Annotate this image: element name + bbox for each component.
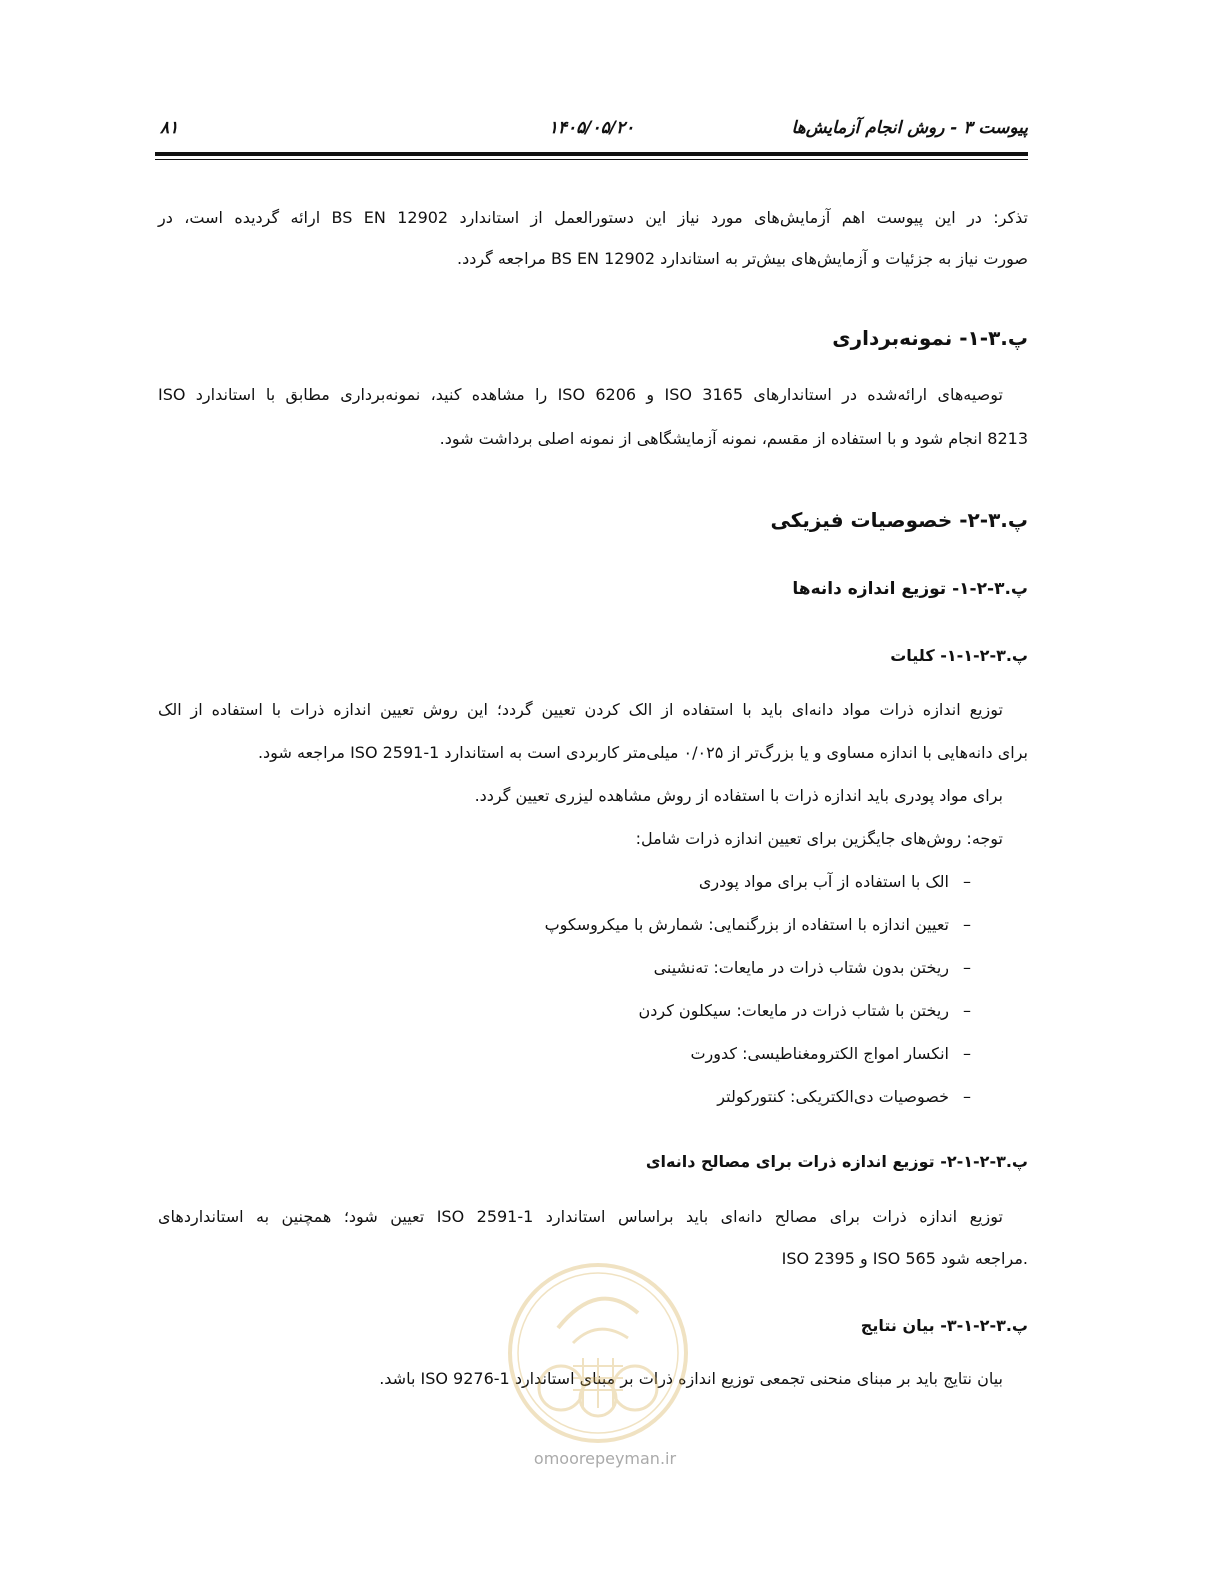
subsection-heading-aggregate: پ.۳-۲-۱-۲- توزیع اندازه ذرات برای مصالح دانه‌ای (645, 1152, 1028, 1171)
page-number: ۸۱ (160, 118, 179, 138)
subsection-heading-grain-size: پ.۳-۲-۱- توزیع اندازه دانه‌ها (792, 579, 1028, 599)
bullet-item: انکسار امواج الکترومغناطیسی: کدورت (690, 1044, 949, 1063)
bullet-marker: – (963, 1001, 971, 1020)
bullet-marker: – (963, 915, 971, 934)
section-heading-physical: پ.۳-۲- خصوصیات فیزیکی (770, 508, 1028, 532)
aggregate-para-line-2: ISO 2395 و ISO 565 مراجعه شود. (781, 1249, 1028, 1268)
sampling-line-2: 8213 انجام شود و با استفاده از مقسم، نمونه آزمایشگاهی از نمونه اصلی برداشت شود. (439, 429, 1028, 448)
aggregate-para-line-1: توزیع اندازه ذرات برای مصالح دانه‌ای باید براساس استاندارد ISO 2591-1 تعیین شود؛ همچنین به استانداردهای (158, 1207, 1003, 1226)
subsection-heading-results: پ.۳-۲-۱-۳- بیان نتایج (860, 1316, 1028, 1335)
general-para-line-2: برای دانه‌هایی با اندازه مساوی و یا بزرگ‌تر از ۰/۰۲۵ میلی‌متر کاربردی است به استاندارد ISO 2591-1 مراجعه شود. (257, 743, 1028, 762)
powder-para: برای مواد پودری باید اندازه ذرات با استفاده از روش مشاهده لیزری تعیین گردد. (474, 786, 1003, 805)
bullet-item: تعیین اندازه با استفاده از بزرگنمایی: شمارش با میکروسکوپ (544, 915, 949, 934)
note-alternatives: توجه: روش‌های جایگزین برای تعیین اندازه ذرات شامل: (635, 829, 1003, 848)
page-header (155, 118, 1028, 148)
bullet-item: ریختن بدون شتاب ذرات در مایعات: ته‌نشینی (653, 958, 949, 977)
bullet-marker: – (963, 1087, 971, 1106)
header-rule-thick (155, 152, 1028, 156)
section-heading-sampling: پ.۳-۱- نمونه‌برداری (832, 326, 1028, 350)
sampling-line-1: توصیه‌های ارائه‌شده در استاندارهای ISO 3165 و ISO 6206 را مشاهده کنید، نمونه‌برداری مطابق با استاندارد ISO (158, 385, 1003, 404)
watermark-seal-icon (503, 1258, 693, 1448)
header-date: ۱۴۰۵/۰۵/۲۰ (548, 118, 635, 138)
bullet-marker: – (963, 872, 971, 891)
bullet-item: الک با استفاده از آب برای مواد پودری (698, 872, 949, 891)
bullet-marker: – (963, 958, 971, 977)
general-para-line-1: توزیع اندازه ذرات مواد دانه‌ای باید با استفاده از الک کردن تعیین گردد؛ این روش تعیین اندازه ذرات با استفاده از الک (158, 700, 1003, 719)
watermark-url: omoorepeyman.ir (533, 1449, 677, 1468)
header-rule-thin (155, 159, 1028, 160)
bullet-marker: – (963, 1044, 971, 1063)
results-para: بیان نتایج باید بر مبنای منحنی تجمعی توزیع اندازه ذرات بر مبنای استاندارد ISO 9276-1 باشد. (379, 1369, 1003, 1388)
header-title: پیوست ۳ - روش انجام آزمایش‌ها (791, 118, 1028, 138)
note-line-1: تذکر: در این پیوست اهم آزمایش‌های مورد نیاز این دستورالعمل از استاندارد BS EN 12902 ارائه گردیده است، در (158, 208, 1028, 227)
subsection-heading-general: پ.۳-۲-۱-۱- کلیات (890, 646, 1028, 665)
note-line-2: صورت نیاز به جزئیات و آزمایش‌های بیش‌تر به استاندارد BS EN 12902 مراجعه گردد. (457, 249, 1028, 268)
bullet-item: ریختن با شتاب ذرات در مایعات: سیکلون کردن (638, 1001, 949, 1020)
bullet-item: خصوصیات دی‌الکتریکی: کنتورکولتر (717, 1087, 949, 1106)
